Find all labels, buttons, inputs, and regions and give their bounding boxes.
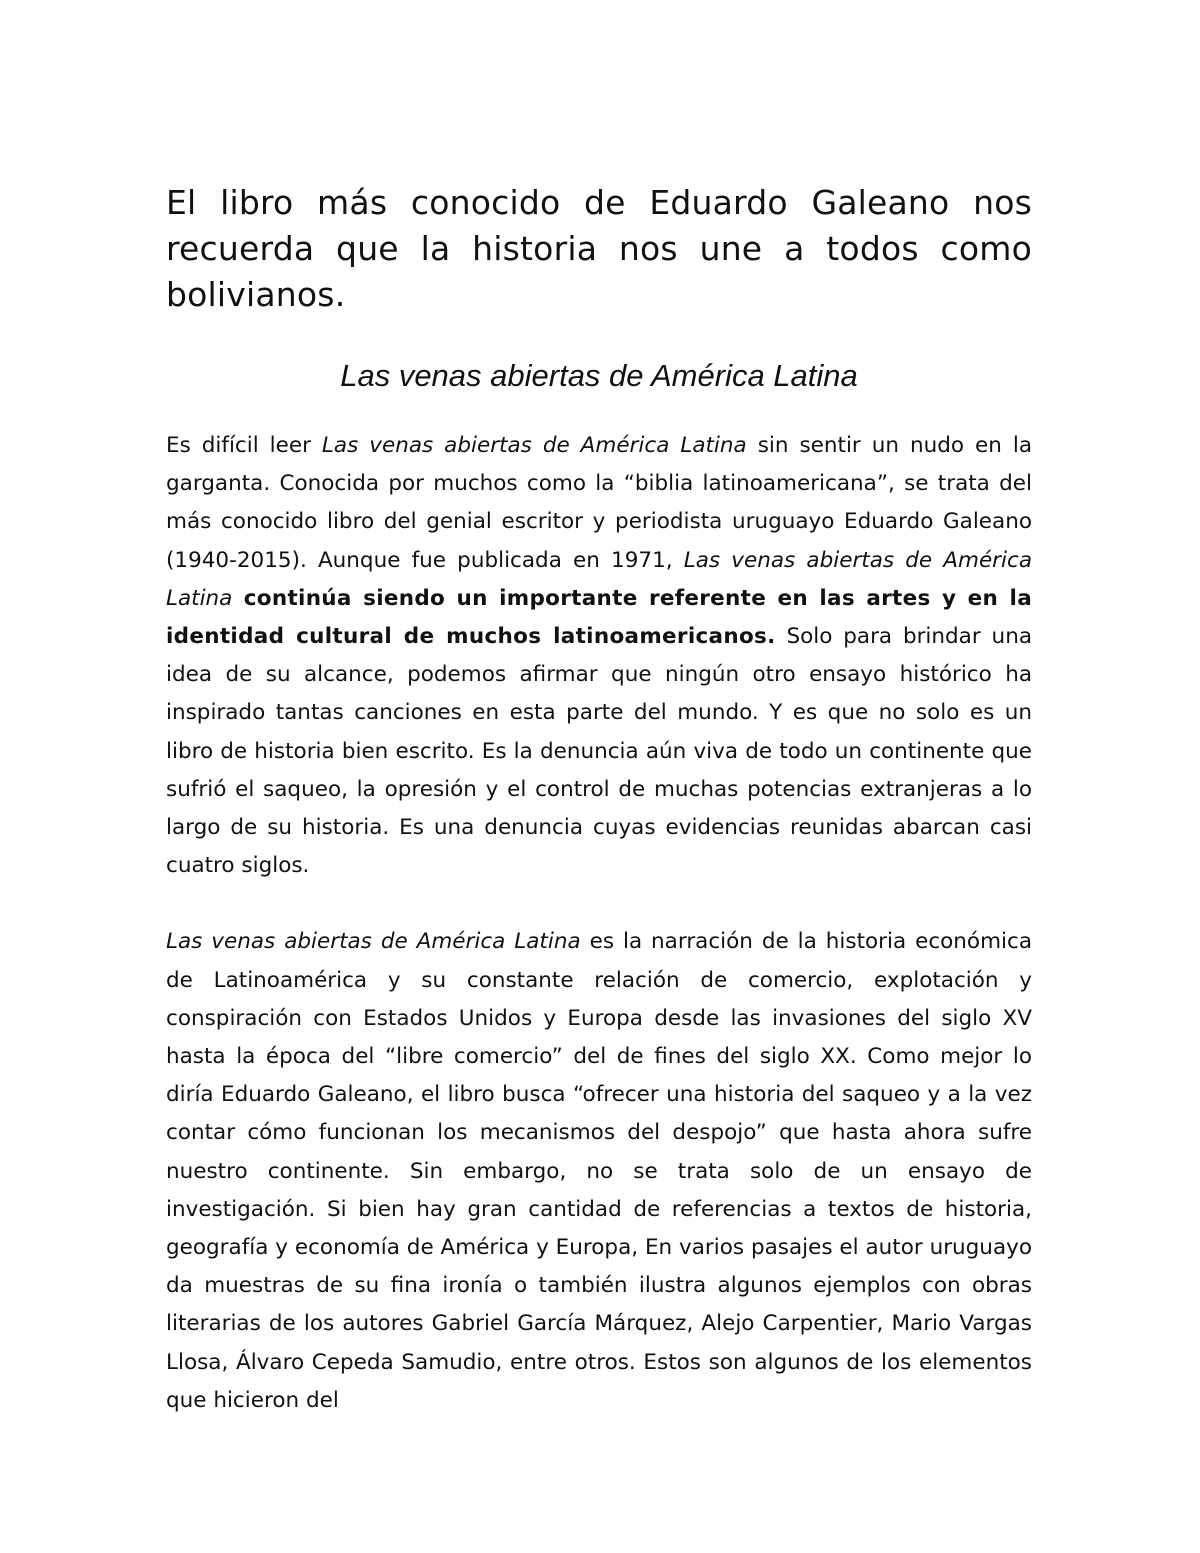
book-title-italic: Las venas abiertas de América Latina <box>166 929 581 955</box>
book-title-subtitle: Las venas abiertas de América Latina <box>340 358 858 393</box>
book-title-italic: Las venas abiertas de América Latina <box>166 547 1032 611</box>
paragraph-1-text-3: Solo para brindar una idea de su alcance, podemos afirmar que ningún otro ensayo histórico ha inspirado tantas canciones en esta parte del mundo. Y es que no solo es un libro de historia bien escrito. Es la denuncia aún viva de todo un continente que sufrió el saqueo, la opresión y el control de muchas potencias extranjeras a lo largo de su historia. Es una denuncia cuyas evidencias reunidas abarcan casi cuatro siglos. <box>166 624 1032 879</box>
headline: El libro más conocido de Eduardo Galeano nos recuerda que la historia nos une a todos como bolivianos. <box>166 183 1032 314</box>
paragraph-2-text: es la narración de la historia económica de Latinoamérica y su constante relación de comercio, explotación y conspiración con Estados Unidos y Europa desde las invasiones del siglo XV hasta la época del “libre comercio” del de fines del siglo XX. Como mejor lo diría Eduardo Galeano, el libro busca “ofrecer una historia del saqueo y a la vez contar cómo funcionan los mecanismos del despojo” que hasta ahora sufre nuestro continente. Sin embargo, no se trata solo de un ensayo de investigación. Si bien hay gran cantidad de referencias a textos de historia, geografía y economía de América y Europa, En varios pasajes el autor uruguayo da muestras de su fina ironía o también ilustra algunos ejemplos con obras literarias de los autores Gabriel García Márquez, Alejo Carpentier, Mario Vargas Llosa, Álvaro Cepeda Samudio, entre otros. Estos son algunos de los elementos que hicieron del <box>166 929 1032 1413</box>
paragraph-1-text-1: Es difícil leer <box>166 433 322 458</box>
paragraph-1 <box>166 427 1032 885</box>
paragraph-2 <box>166 923 1032 1420</box>
paragraph-1-bold-statement: continúa siendo un importante referente en las artes y en la identidad cultural de muchos latinoamericanos. <box>166 585 1032 650</box>
book-title-italic: Las venas abiertas de América Latina <box>321 433 747 458</box>
paragraph-1-text-2: sin sentir un nudo en la garganta. Conocida por muchos como la “biblia latinoamericana”, se trata del más conocido libro del genial escritor y periodista uruguayo Eduardo Galeano (1940-2015). Aunque fue publicada en 1971, <box>166 433 1032 573</box>
document-page <box>166 180 1032 1420</box>
